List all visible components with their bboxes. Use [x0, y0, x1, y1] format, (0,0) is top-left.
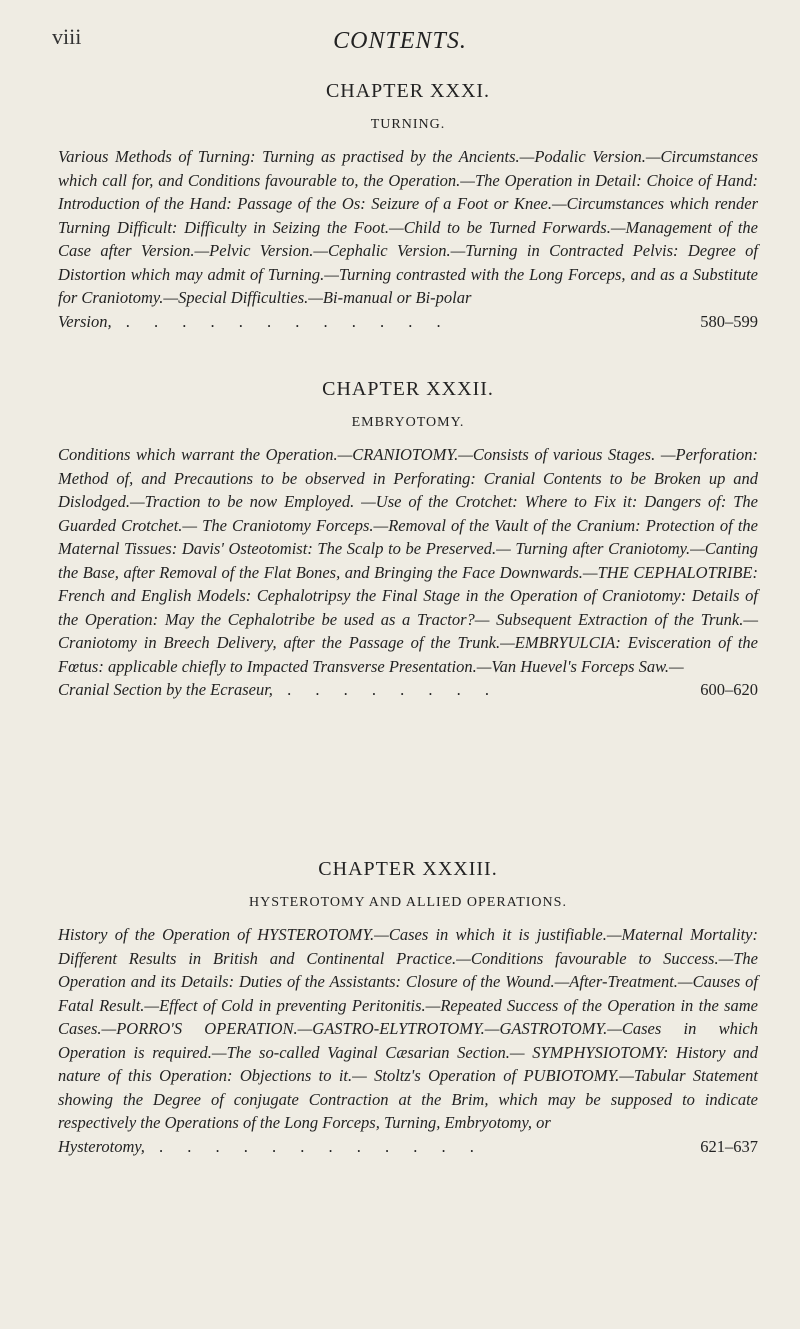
chapter-last-line: Cranial Section by the Ecraseur,	[58, 680, 273, 699]
chapter-page-range: 600–620	[700, 680, 758, 699]
chapter-summary-text: Various Methods of Turning: Turning as practised by the Ancients.—Podalic Version.—Circumstances which call for, and Conditions favourable to, the Operation.—The Operation in Detail: Choice of Hand: Introduction of the Hand: Passage of the Os: Seizure of a Foot or Knee.—Circumstances which render Turning Difficult: Difficulty in Seizing the Foot.—Child to be Turned Forwards.—Management of the Case after Version.—Pelvic Version.—Cephalic Version.—Turning in Contracted Pelvis: Degree of Distortion which may admit of Turning.—Turning contrasted with the Long Forceps, and as a Substitute for Craniotomy.—Special Difficulties.—Bi-manual or Bi-polar	[58, 147, 758, 307]
dot-leaders: . . . . . . . . . . . .	[144, 1136, 484, 1156]
chapter-endline	[58, 1135, 758, 1159]
chapter-xxxiii	[58, 858, 758, 1158]
page-number: viii	[52, 24, 82, 49]
chapter-xxxii	[58, 378, 758, 702]
chapter-title: CHAPTER XXXI.	[325, 80, 491, 102]
chapter-summary	[58, 145, 758, 310]
chapter-endline	[58, 310, 758, 334]
chapter-summary	[58, 443, 758, 678]
chapter-page-range: 580–599	[700, 311, 758, 331]
chapter-xxxi	[58, 80, 758, 333]
dot-leaders: . . . . . . . . . . . .	[111, 311, 451, 331]
chapter-subtitle: TURNING.	[370, 117, 446, 132]
chapter-summary-text: History of the Operation of HYSTEROTOMY.—Cases in which it is justifiable.—Maternal Mortality: Different Results in British and Continental Practice.—Conditions favourable to Success.—The Operation and its Details: Duties of the Assistants: Closure of the Wound.—After-Treatment.—Causes of Fatal Result.—Effect of Cold in preventing Peritonitis.—Repeated Success of the Operation in the same Cases.—PORRO'S OPERATION.—GASTRO-ELYTROTOMY.—GASTROTOMY.—Cases in which Operation is required.—The so-called Vaginal Cæsarian Section.— SYMPHYSIOTOMY: History and nature of this Operation: Objections to it.— Stoltz's Operation of PUBIOTOMY.—Tabular Statement showing the Degree of conjugate Contraction at the Brim, which may be supposed to indicate respectively the Operations of the Long Forceps, Turning, Embryotomy, or	[58, 925, 758, 1132]
chapter-subtitle: HYSTEROTOMY AND ALLIED OPERATIONS.	[249, 895, 567, 910]
chapter-title: CHAPTER XXXII.	[322, 378, 494, 400]
chapter-last-line: Hysterotomy,	[58, 1136, 145, 1156]
chapter-summary	[58, 923, 758, 1135]
chapter-summary-text: Conditions which warrant the Operation.—CRANIOTOMY.—Consists of various Stages. —Perforation: Method of, and Precautions to be observed in Perforating: Cranial Contents to be Broken up and Dislodged.—Traction to be now Employed. —Use of the Crotchet: Where to Fix it: Dangers of: The Guarded Crotchet.— The Craniotomy Forceps.—Removal of the Vault of the Cranium: Protection of the Maternal Tissues: Davis' Osteotomist: The Scalp to be Preserved.— Turning after Craniotomy.—Canting the Base, after Removal of the Flat Bones, and Bringing the Face Downwards.—THE CEPHALOTRIBE: French and English Models: Cephalotripsy the Final Stage in the Operation of Craniotomy: Details of the Operation: May the Cephalotribe be used as a Tractor?— Subsequent Extraction of the Trunk.—Craniotomy in Breech Delivery, after the Passage of the Trunk.—EMBRYULCIA: Evisceration of the Fœtus: applicable chiefly to Impacted Transverse Presentation.—Van Huevel's Forceps Saw.—	[58, 445, 758, 676]
chapter-endline	[58, 678, 758, 702]
dot-leaders: . . . . . . . .	[272, 680, 499, 699]
chapter-title: CHAPTER XXXIII.	[318, 858, 498, 880]
running-head: CONTENTS.	[333, 28, 467, 54]
chapter-page-range: 621–637	[700, 1136, 758, 1156]
chapter-subtitle: EMBRYOTOMY.	[351, 415, 465, 430]
chapter-last-line: Version,	[58, 311, 112, 331]
